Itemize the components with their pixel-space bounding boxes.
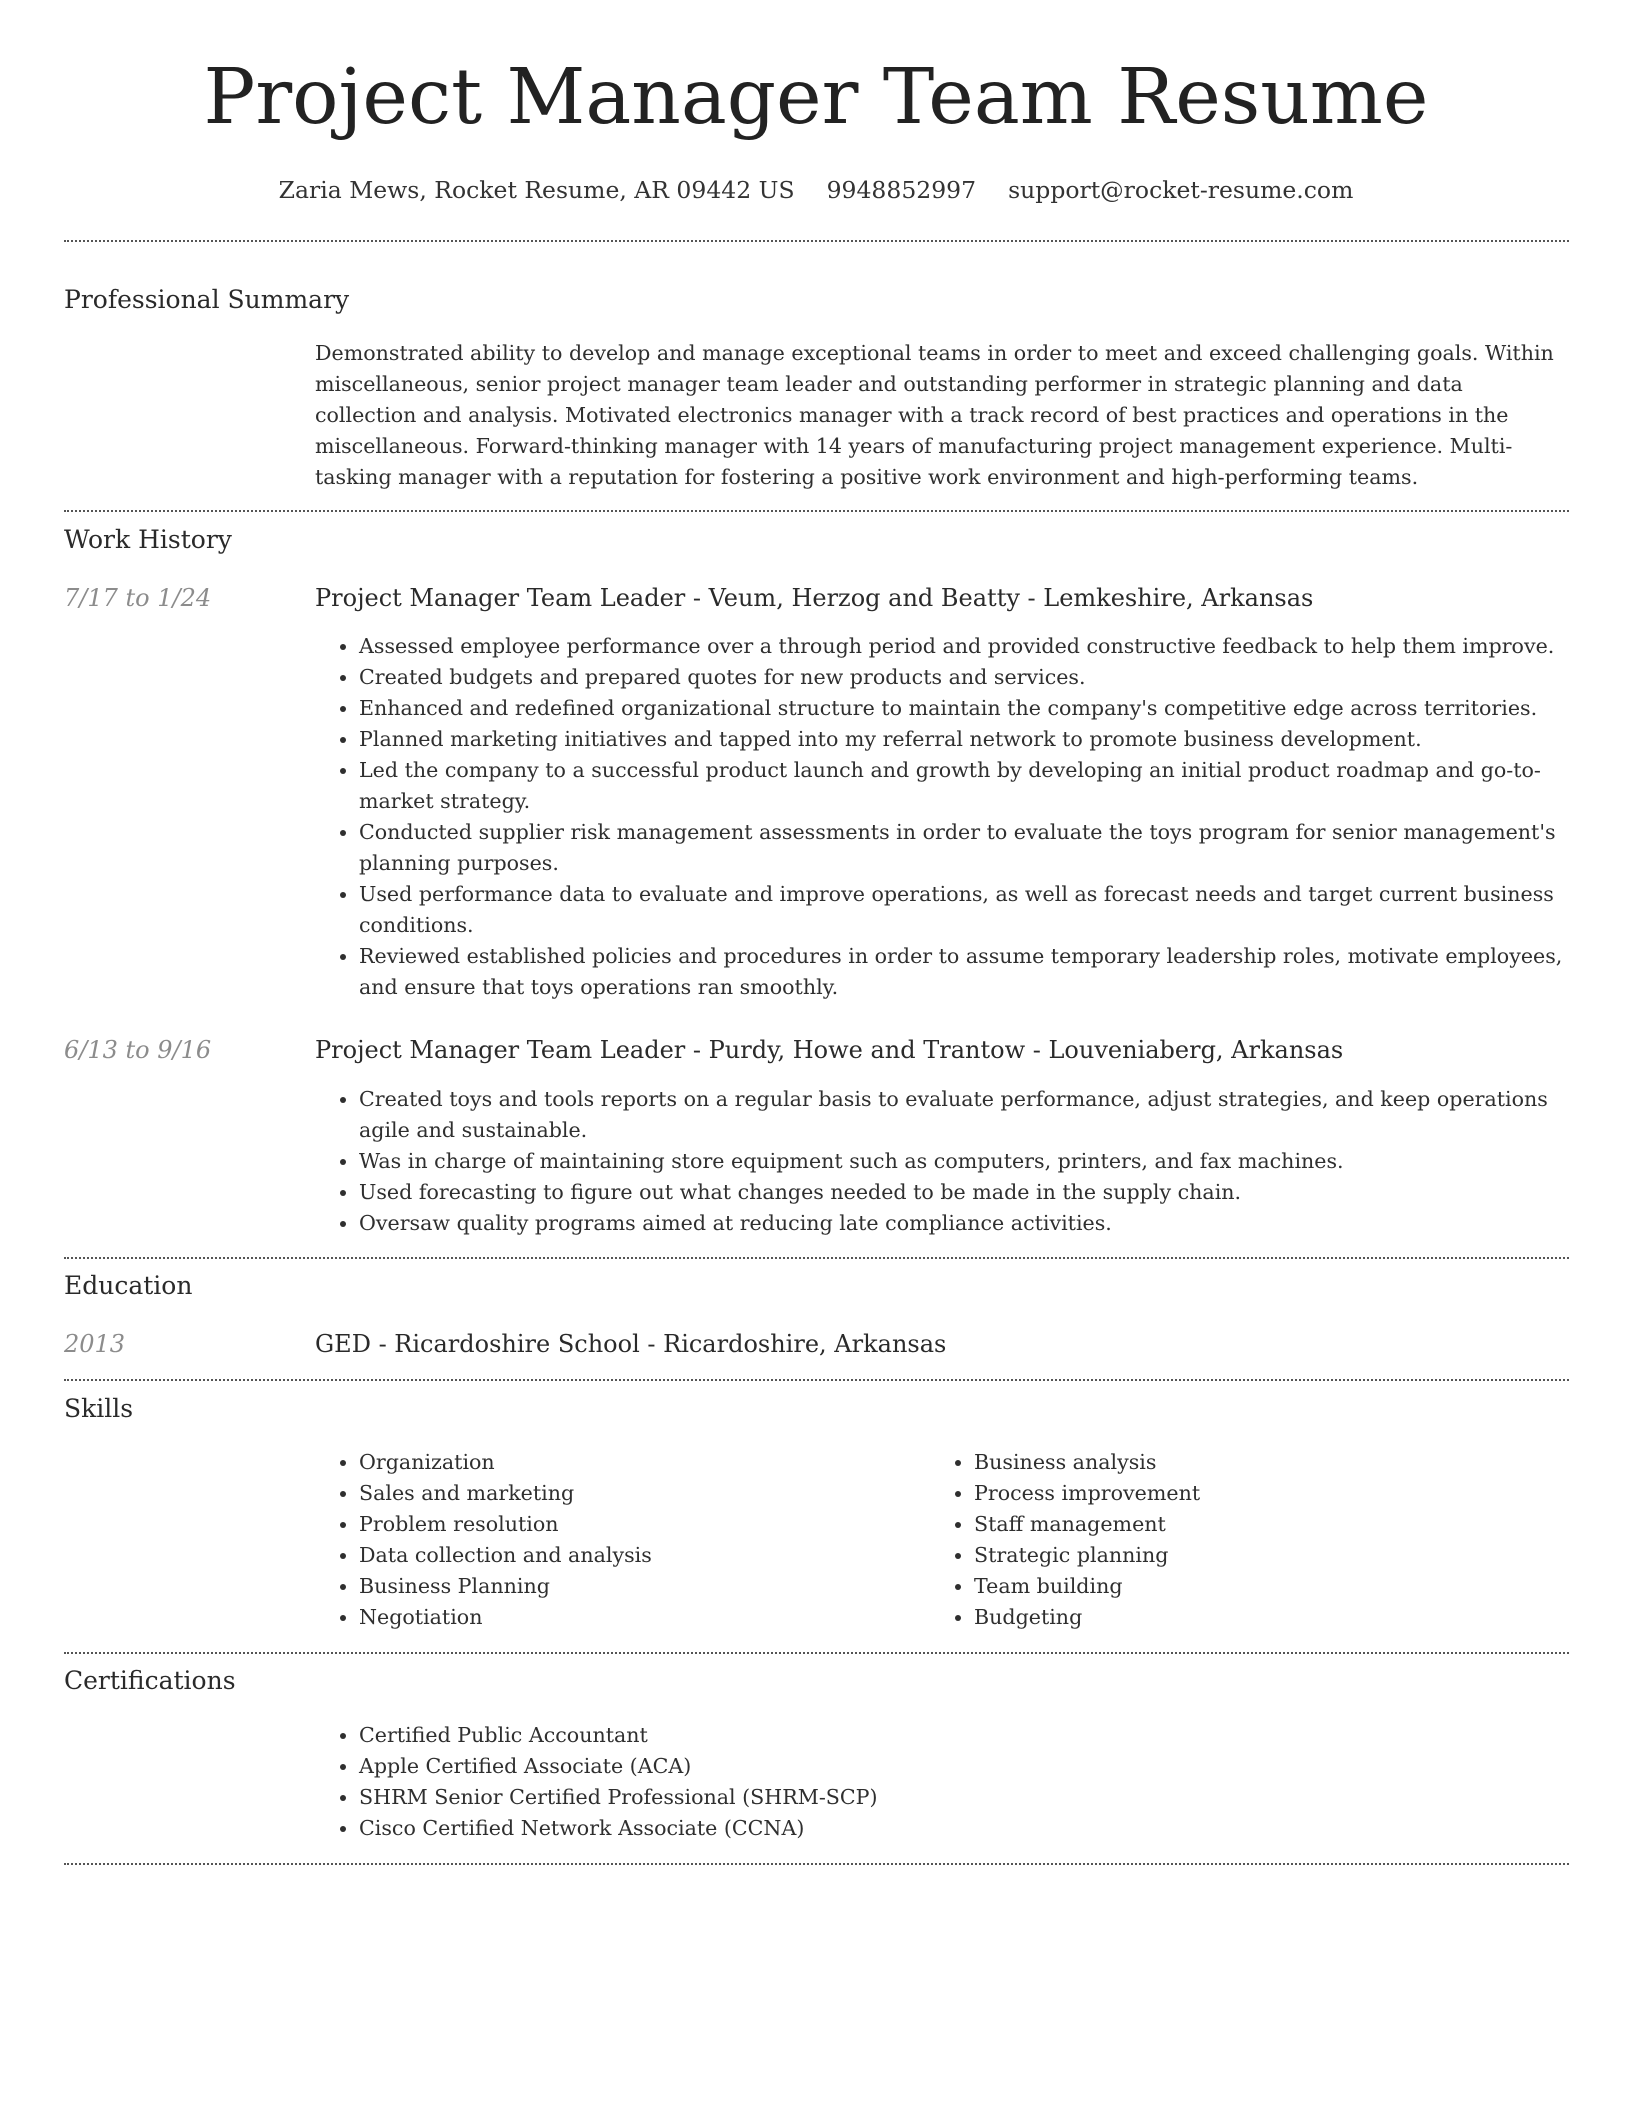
contact-phone: 9948852997 [826,176,977,204]
skills-heading: Skills [64,1394,134,1423]
list-item: • Staff management [974,1509,1530,1540]
list-item: • SHRM Senior Certified Professional (SHRM-SCP) [359,1782,1570,1813]
list-item: • Reviewed established policies and procedures in order to assume temporary leadership roles, motivate employees, and ensure that toys operations ran smoothly. [359,941,1570,1003]
list-item: • Assessed employee performance over a through period and provided constructive feedback to help them improve. [359,631,1570,662]
summary-heading: Professional Summary [64,285,350,314]
contact-address: Zaria Mews, Rocket Resume, AR 09442 US [278,176,795,204]
work-history-heading: Work History [64,525,232,554]
section-divider [64,240,1569,242]
contact-email: support@rocket-resume.com [1008,176,1354,204]
list-item: • Business Planning [359,1571,915,1602]
list-item: • Negotiation [359,1602,915,1633]
section-divider [64,1863,1569,1865]
section-divider [64,1379,1569,1381]
list-item: • Enhanced and redefined organizational structure to maintain the company's competitive edge across territories. [359,693,1570,724]
certifications-list [315,1720,1570,1844]
list-item: • Problem resolution [359,1509,915,1540]
list-item: • Data collection and analysis [359,1540,915,1571]
job-bullets [315,631,1570,1003]
list-item: • Sales and marketing [359,1478,915,1509]
contact-line [0,170,1632,210]
list-item: • Oversaw quality programs aimed at reducing late compliance activities. [359,1208,1570,1239]
list-item: • Certified Public Accountant [359,1720,1570,1751]
list-item: • Process improvement [974,1478,1530,1509]
resume-title: Project Manager Team Resume [203,53,1429,142]
skills-list-right [930,1447,1530,1633]
section-divider [64,510,1569,512]
list-item: • Conducted supplier risk management assessments in order to evaluate the toys program for senior management's planning purposes. [359,817,1570,879]
list-item: • Organization [359,1447,915,1478]
list-item: • Business analysis [974,1447,1530,1478]
education-entry: GED - Ricardoshire School - Ricardoshire, Arkansas [315,1330,947,1358]
job-title: Project Manager Team Leader - Purdy, Howe and Trantow - Louveniaberg, Arkansas [315,1036,1344,1064]
education-heading: Education [64,1271,193,1300]
list-item: • Cisco Certified Network Associate (CCNA) [359,1813,1570,1844]
job-dates: 6/13 to 9/16 [64,1036,212,1064]
skills-list-left [315,1447,915,1633]
certifications-heading: Certifications [64,1666,236,1695]
job-title: Project Manager Team Leader - Veum, Herzog and Beatty - Lemkeshire, Arkansas [315,584,1314,612]
list-item: • Strategic planning [974,1540,1530,1571]
list-item: • Used forecasting to figure out what changes needed to be made in the supply chain. [359,1177,1570,1208]
list-item: • Created budgets and prepared quotes for new products and services. [359,662,1570,693]
list-item: • Planned marketing initiatives and tapped into my referral network to promote business development. [359,724,1570,755]
list-item: • Apple Certified Associate (ACA) [359,1751,1570,1782]
section-divider [64,1652,1569,1654]
list-item: • Budgeting [974,1602,1530,1633]
section-divider [64,1257,1569,1259]
job-dates: 7/17 to 1/24 [64,584,212,612]
list-item: • Was in charge of maintaining store equipment such as computers, printers, and fax machines. [359,1146,1570,1177]
list-item: • Team building [974,1571,1530,1602]
summary-text: Demonstrated ability to develop and manage exceptional teams in order to meet and exceed challenging goals. Within miscellaneous, senior project manager team leader and outstanding performer in strategic planning and data collection and analysis. Motivated electronics manager with a track record of best practices and operations in the miscellaneous. Forward-thinking manager with 14 years of manufacturing project management experience. Multi-tasking manager with a reputation for fostering a positive work environment and high-performing teams. [315,341,1554,489]
job-bullets [315,1084,1570,1239]
education-year: 2013 [64,1330,126,1358]
list-item: • Used performance data to evaluate and improve operations, as well as forecast needs and target current business conditions. [359,879,1570,941]
list-item: • Led the company to a successful product launch and growth by developing an initial product roadmap and go-to-market strategy. [359,755,1570,817]
list-item: • Created toys and tools reports on a regular basis to evaluate performance, adjust strategies, and keep operations agile and sustainable. [359,1084,1570,1146]
